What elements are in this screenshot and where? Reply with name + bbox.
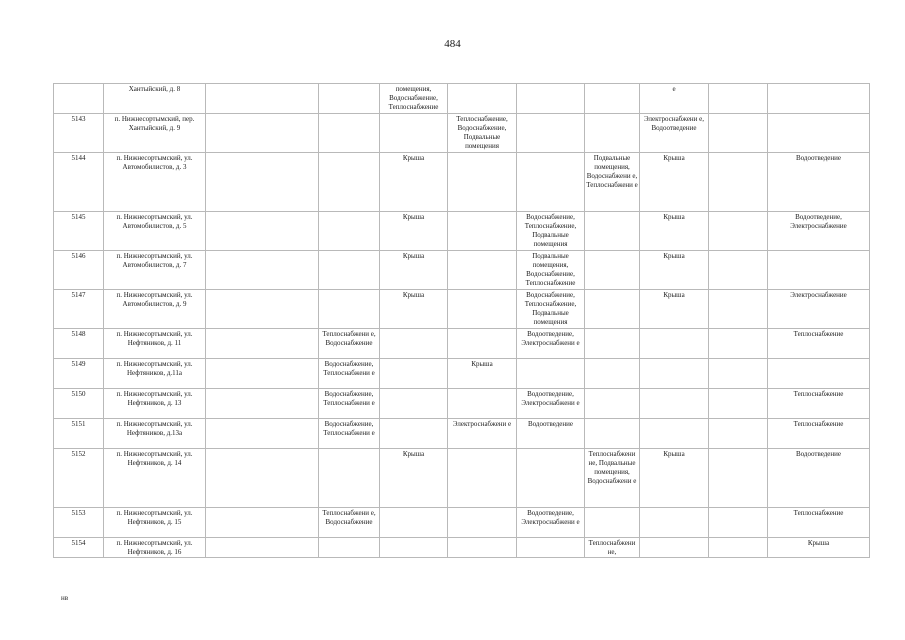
row-number-cell: 5150 xyxy=(54,389,104,419)
table-cell xyxy=(709,359,768,389)
table-cell: е xyxy=(640,84,709,114)
table-row xyxy=(54,419,870,449)
table-cell xyxy=(380,329,448,359)
table-cell xyxy=(319,449,380,508)
table-cell xyxy=(517,449,585,508)
row-number-cell: 5147 xyxy=(54,290,104,329)
table-cell xyxy=(319,114,380,153)
works-table xyxy=(53,83,870,558)
table-cell: Водоотведение xyxy=(768,153,870,212)
table-cell: помещения, Водоснабжение, Теплоснабжение xyxy=(380,84,448,114)
row-number-cell: 5153 xyxy=(54,508,104,538)
table-cell: Водоотведение, Электроснабжени е xyxy=(517,508,585,538)
table-cell: Теплоснабжени е, Водоснабжение xyxy=(319,329,380,359)
table-row xyxy=(54,212,870,251)
table-cell: Крыша xyxy=(380,212,448,251)
table-cell xyxy=(709,114,768,153)
address-cell: п. Нижнесортымский, ул. Нефтяников, д.11а xyxy=(104,359,206,389)
table-cell xyxy=(380,538,448,558)
table-cell xyxy=(448,84,517,114)
table-cell: Крыша xyxy=(380,449,448,508)
table-cell: Водоотведение, Электроснабжени е xyxy=(517,389,585,419)
table-cell: Крыша xyxy=(640,251,709,290)
table-cell xyxy=(319,153,380,212)
table-cell: Водоснабжение, Теплоснабжени е xyxy=(319,389,380,419)
table-cell xyxy=(768,251,870,290)
table-cell xyxy=(585,419,640,449)
table-cell xyxy=(585,290,640,329)
row-number-cell: 5152 xyxy=(54,449,104,508)
table-cell xyxy=(640,389,709,419)
table-cell: Крыша xyxy=(380,290,448,329)
table-cell xyxy=(517,359,585,389)
page-number: 484 xyxy=(444,38,461,50)
address-cell: п. Нижнесортымский, ул. Автомобилистов, д. 9 xyxy=(104,290,206,329)
table-row xyxy=(54,538,870,558)
table-cell: Электроснабжени е, Водоотведение xyxy=(640,114,709,153)
table-cell: Водоснабжение, Теплоснабжени е xyxy=(319,419,380,449)
table-cell: Подвальные помещения, Водоснабжение, Теплоснабжение xyxy=(517,251,585,290)
row-number-cell: 5151 xyxy=(54,419,104,449)
table-cell xyxy=(640,359,709,389)
table-row xyxy=(54,84,870,114)
table-row xyxy=(54,449,870,508)
table-cell xyxy=(206,449,319,508)
table-cell: Теплоснабжение xyxy=(768,389,870,419)
table-cell xyxy=(448,153,517,212)
table-cell xyxy=(517,538,585,558)
table-cell xyxy=(709,251,768,290)
table-cell: Теплоснабжение xyxy=(768,508,870,538)
row-number-cell: 5146 xyxy=(54,251,104,290)
table-row xyxy=(54,359,870,389)
table-cell xyxy=(709,419,768,449)
address-cell: п. Нижнесортымский, ул. Нефтяников, д. 11 xyxy=(104,329,206,359)
table-cell xyxy=(448,212,517,251)
table-cell xyxy=(206,508,319,538)
table-cell xyxy=(448,449,517,508)
table-cell: Теплоснабжени не, Подвальные помещения, Водоснабжени е xyxy=(585,449,640,508)
table-cell xyxy=(448,290,517,329)
table-cell xyxy=(319,538,380,558)
address-cell: п. Нижнесортымский, пер. Хантыйский, д. 9 xyxy=(104,114,206,153)
table-row xyxy=(54,508,870,538)
table-cell xyxy=(206,114,319,153)
table-cell xyxy=(585,359,640,389)
row-number-cell: 5145 xyxy=(54,212,104,251)
table-cell: Водоснабжение, Теплоснабжение, Подвальные помещения xyxy=(517,212,585,251)
row-number-cell: 5143 xyxy=(54,114,104,153)
address-cell: п. Нижнесортымский, ул. Нефтяников, д.13а xyxy=(104,419,206,449)
address-cell: п. Нижнесортымский, ул. Автомобилистов, д. 7 xyxy=(104,251,206,290)
address-cell: п. Нижнесортымский, ул. Нефтяников, д. 14 xyxy=(104,449,206,508)
table-row xyxy=(54,153,870,212)
table-row xyxy=(54,389,870,419)
table-cell: Электроснабжени е xyxy=(448,419,517,449)
table-cell xyxy=(640,508,709,538)
table-cell xyxy=(380,508,448,538)
table-cell: Теплоснабжени не, xyxy=(585,538,640,558)
table-cell xyxy=(709,290,768,329)
table-cell xyxy=(585,389,640,419)
table-cell xyxy=(206,389,319,419)
table-cell xyxy=(709,389,768,419)
table-cell xyxy=(380,359,448,389)
table-cell xyxy=(448,538,517,558)
footer-mark: нв xyxy=(61,594,69,602)
table-cell: Водоснабжение, Теплоснабжение, Подвальные помещения xyxy=(517,290,585,329)
table-row xyxy=(54,114,870,153)
row-number-cell xyxy=(54,84,104,114)
table-cell: Водоснабжение, Теплоснабжени е xyxy=(319,359,380,389)
table-cell: Подвальные помещения, Водоснабжени е, Теплоснабжени е xyxy=(585,153,640,212)
table-row xyxy=(54,290,870,329)
table-cell xyxy=(448,389,517,419)
table-cell xyxy=(319,290,380,329)
table-cell xyxy=(206,251,319,290)
table-row xyxy=(54,251,870,290)
table-cell xyxy=(585,329,640,359)
address-cell: п. Нижнесортымский, ул. Автомобилистов, д. 5 xyxy=(104,212,206,251)
table-cell xyxy=(206,290,319,329)
table-cell: Теплоснабжение, Водоснабжение, Подвальные помещения xyxy=(448,114,517,153)
table-cell xyxy=(206,84,319,114)
table-cell: Крыша xyxy=(448,359,517,389)
row-number-cell: 5144 xyxy=(54,153,104,212)
table-cell: Электроснабжение xyxy=(768,290,870,329)
table-cell: Теплоснабжени е, Водоснабжение xyxy=(319,508,380,538)
table-cell xyxy=(206,153,319,212)
table-cell xyxy=(380,389,448,419)
table-cell xyxy=(319,84,380,114)
table-cell xyxy=(319,212,380,251)
table-cell xyxy=(206,329,319,359)
table-cell xyxy=(319,251,380,290)
table-cell xyxy=(585,84,640,114)
address-cell: Хантыйский, д. 8 xyxy=(104,84,206,114)
table-cell xyxy=(206,212,319,251)
table-cell: Крыша xyxy=(640,153,709,212)
table-cell: Крыша xyxy=(768,538,870,558)
table-cell: Водоотведение, Электроснабжение xyxy=(768,212,870,251)
table-cell xyxy=(640,538,709,558)
table-cell: Теплоснабжение xyxy=(768,419,870,449)
address-cell: п. Нижнесортымский, ул. Нефтяников, д. 15 xyxy=(104,508,206,538)
table-cell xyxy=(448,251,517,290)
table-cell: Теплоснабжение xyxy=(768,329,870,359)
table-cell xyxy=(380,114,448,153)
table-cell xyxy=(768,359,870,389)
table-cell xyxy=(640,329,709,359)
table-cell xyxy=(517,153,585,212)
table-cell xyxy=(517,84,585,114)
table-cell xyxy=(206,359,319,389)
table-cell: Крыша xyxy=(640,449,709,508)
table-cell xyxy=(380,419,448,449)
table-cell xyxy=(709,153,768,212)
table-cell xyxy=(709,84,768,114)
table-cell: Крыша xyxy=(640,212,709,251)
table-cell xyxy=(206,419,319,449)
table-cell xyxy=(585,212,640,251)
table-cell xyxy=(585,508,640,538)
row-number-cell: 5154 xyxy=(54,538,104,558)
table-cell xyxy=(206,538,319,558)
table-cell: Крыша xyxy=(380,153,448,212)
address-cell: п. Нижнесортымский, ул. Автомобилистов, д. 3 xyxy=(104,153,206,212)
table-cell xyxy=(709,449,768,508)
table-cell: Крыша xyxy=(380,251,448,290)
table-cell xyxy=(768,114,870,153)
table-cell xyxy=(640,419,709,449)
table-cell xyxy=(709,212,768,251)
table-cell xyxy=(709,329,768,359)
table-cell: Водоотведение, Электроснабжени е xyxy=(517,329,585,359)
table-cell: Водоотведение xyxy=(768,449,870,508)
table-cell xyxy=(585,251,640,290)
address-cell: п. Нижнесортымский, ул. Нефтяников, д. 13 xyxy=(104,389,206,419)
row-number-cell: 5148 xyxy=(54,329,104,359)
table-cell xyxy=(709,538,768,558)
row-number-cell: 5149 xyxy=(54,359,104,389)
table-cell xyxy=(768,84,870,114)
table-cell xyxy=(448,508,517,538)
table-cell: Водоотведение xyxy=(517,419,585,449)
table-cell xyxy=(517,114,585,153)
table-cell: Крыша xyxy=(640,290,709,329)
table-cell xyxy=(585,114,640,153)
table-cell xyxy=(448,329,517,359)
address-cell: п. Нижнесортымский, ул. Нефтяников, д. 16 xyxy=(104,538,206,558)
table-row xyxy=(54,329,870,359)
table-cell xyxy=(709,508,768,538)
